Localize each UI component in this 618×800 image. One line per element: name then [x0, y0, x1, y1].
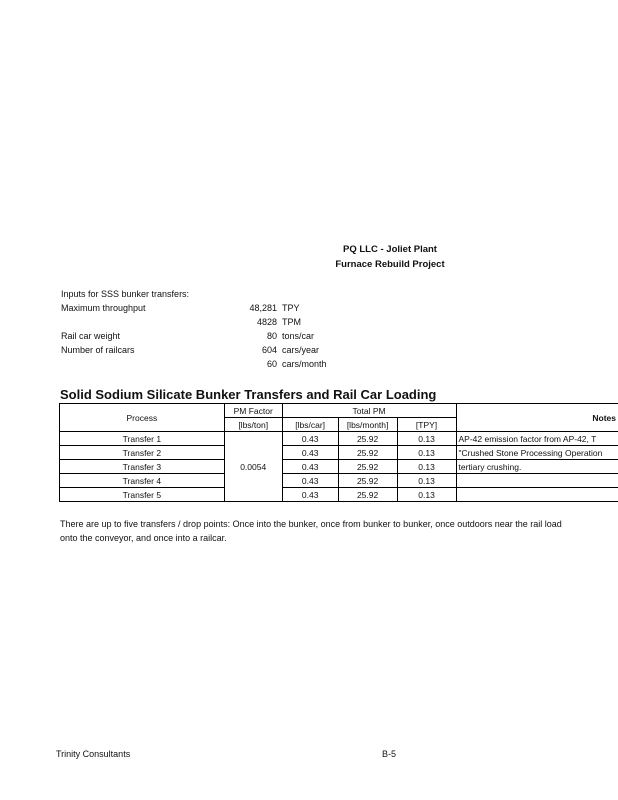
lbs-month-cell: 25.92 — [338, 460, 397, 474]
col-header-notes: Notes — [456, 404, 618, 432]
unit-lbs-car: [lbs/car] — [282, 418, 338, 432]
input-value: 60 — [266, 359, 277, 369]
table-row — [60, 446, 618, 460]
process-cell: Transfer 4 — [60, 474, 225, 488]
lbs-car-cell: 0.43 — [282, 488, 338, 502]
note-cell: AP-42 emission factor from AP-42, T — [456, 432, 618, 446]
process-cell: Transfer 5 — [60, 488, 225, 502]
lbs-month-cell: 25.92 — [338, 446, 397, 460]
input-value: 4828 — [256, 317, 277, 327]
description-line-2: onto the conveyor, and once into a railcar. — [60, 533, 227, 543]
input-value: 604 — [261, 345, 277, 355]
footer-page-number: B-5 — [382, 749, 397, 759]
emissions-table — [59, 403, 618, 502]
col-header-process: Process — [60, 404, 225, 432]
input-unit: cars/year — [282, 345, 320, 355]
process-cell: Transfer 2 — [60, 446, 225, 460]
note-cell — [456, 488, 618, 502]
pm-factor-value: 0.0054 — [224, 432, 282, 502]
lbs-month-cell: 25.92 — [338, 488, 397, 502]
section-title: Solid Sodium Silicate Bunker Transfers and Rail Car Loading — [60, 387, 437, 402]
note-cell: tertiary crushing. — [456, 460, 618, 474]
tpy-cell: 0.13 — [397, 474, 456, 488]
company-title: PQ LLC - Joliet Plant — [343, 244, 437, 255]
lbs-month-cell: 25.92 — [338, 432, 397, 446]
table-row — [60, 460, 618, 474]
description-line-1: There are up to five transfers / drop points: Once into the bunker, once from bunker to bunker, once outdoors near the rail load — [60, 519, 562, 529]
unit-pm-factor: [lbs/ton] — [224, 418, 282, 432]
col-header-total-pm: Total PM — [282, 404, 456, 418]
note-cell: "Crushed Stone Processing Operation — [456, 446, 618, 460]
table-row — [60, 474, 618, 488]
lbs-car-cell: 0.43 — [282, 432, 338, 446]
lbs-car-cell: 0.43 — [282, 446, 338, 460]
lbs-car-cell: 0.43 — [282, 460, 338, 474]
footer-company: Trinity Consultants — [56, 749, 131, 759]
table-row — [60, 488, 618, 502]
lbs-car-cell: 0.43 — [282, 474, 338, 488]
unit-lbs-month: [lbs/month] — [338, 418, 397, 432]
process-cell: Transfer 3 — [60, 460, 225, 474]
tpy-cell: 0.13 — [397, 488, 456, 502]
col-header-pm-factor: PM Factor — [224, 404, 282, 418]
input-label: Rail car weight — [61, 331, 121, 341]
input-unit: TPM — [282, 317, 301, 327]
note-cell — [456, 474, 618, 488]
input-value: 48,281 — [249, 303, 277, 313]
input-label: Number of railcars — [61, 345, 135, 355]
input-label: Maximum throughput — [61, 303, 146, 313]
tpy-cell: 0.13 — [397, 432, 456, 446]
table-row — [60, 432, 618, 446]
tpy-cell: 0.13 — [397, 460, 456, 474]
project-title: Furnace Rebuild Project — [335, 259, 445, 270]
input-unit: TPY — [282, 303, 300, 313]
process-cell: Transfer 1 — [60, 432, 225, 446]
input-value: 80 — [266, 331, 277, 341]
lbs-month-cell: 25.92 — [338, 474, 397, 488]
input-unit: tons/car — [282, 331, 315, 341]
unit-tpy: [TPY] — [397, 418, 456, 432]
input-unit: cars/month — [282, 359, 327, 369]
tpy-cell: 0.13 — [397, 446, 456, 460]
inputs-heading: Inputs for SSS bunker transfers: — [61, 289, 190, 299]
